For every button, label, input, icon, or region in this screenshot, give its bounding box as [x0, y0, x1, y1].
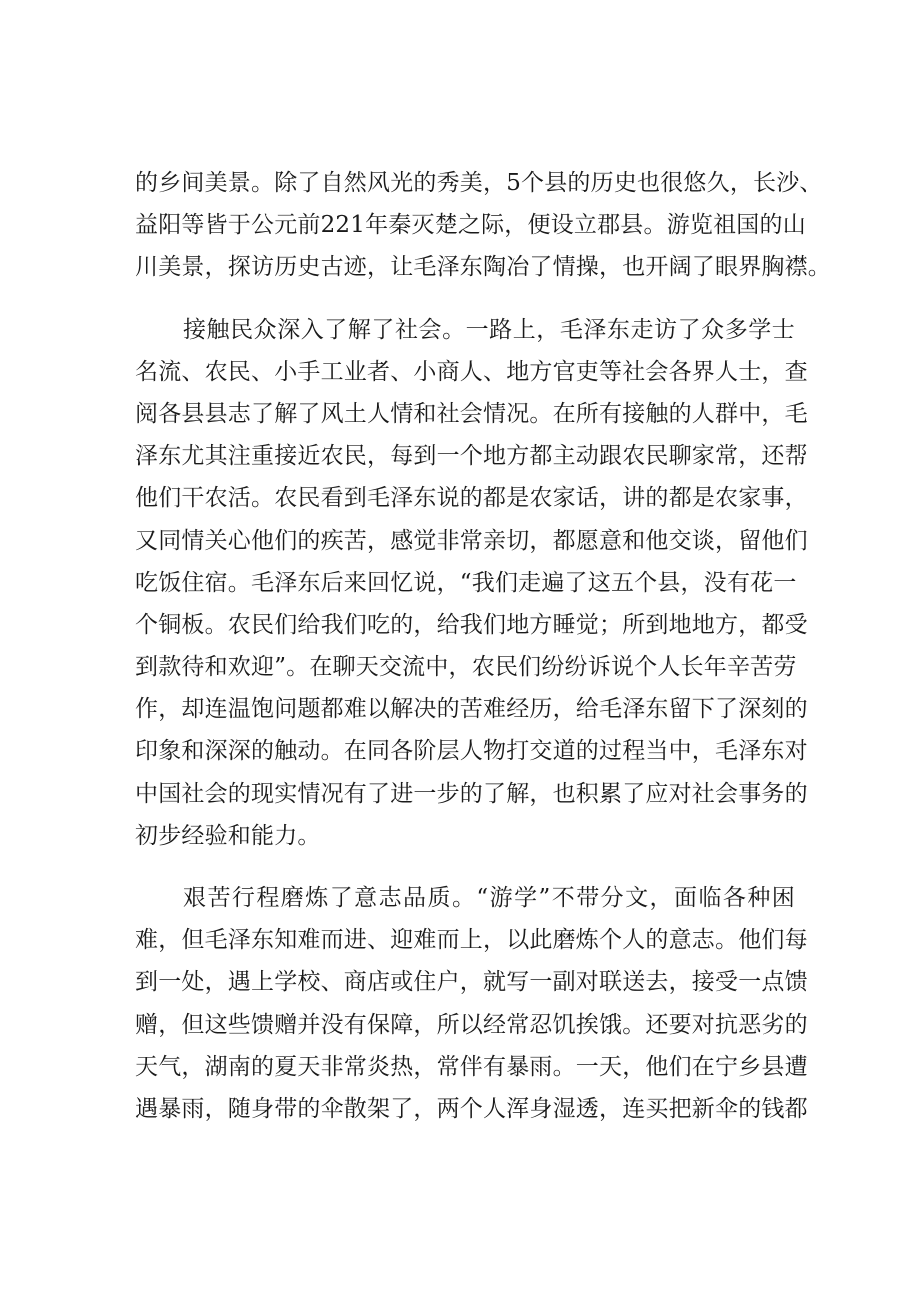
- text-line: 名流、农民、小手工业者、小商人、地方官吏等社会各界人士，查: [135, 358, 808, 385]
- text-line: 川美景，探访历史古迹，让毛泽东陶冶了情操，也开阔了眼界胸襟。: [135, 254, 831, 281]
- text-line: 益阳等皆于公元前221年秦灭楚之际，便设立郡县。游览祖国的山: [135, 212, 806, 239]
- text-line: 艰苦行程磨炼了意志品质。“游学”不带分文，面临各种困: [183, 885, 795, 911]
- text-line: 天气，湖南的夏天非常炎热，常伴有暴雨。一天，他们在宁乡县遭: [135, 1053, 808, 1080]
- text-line: 到一处，遇上学校、商店或住户，就写一副对联送去，接受一点馈: [135, 969, 808, 996]
- text-line: 遇暴雨，随身带的伞散架了，两个人浑身湿透，连买把新伞的钱都: [135, 1095, 808, 1122]
- paragraph-2: [135, 309, 808, 857]
- text-line: 中国社会的现实情况有了进一步的了解，也积累了应对社会事务的: [135, 780, 808, 807]
- text-line: 难，但毛泽东知难而进、迎难而上，以此磨炼个人的意志。他们每: [135, 927, 808, 954]
- text-line: 赠，但这些馈赠并没有保障，所以经常忍饥挨饿。还要对抗恶劣的: [135, 1011, 808, 1038]
- text-line: 个铜板。农民们给我们吃的，给我们地方睡觉；所到地地方，都受: [135, 611, 808, 638]
- text-line: 的乡间美景。除了自然风光的秀美，5个县的历史也很悠久，长沙、: [135, 170, 823, 196]
- text-line: 印象和深深的触动。在同各阶层人物打交道的过程当中，毛泽东对: [135, 738, 808, 765]
- text-line: 又同情关心他们的疾苦，感觉非常亲切，都愿意和他交谈，留他们: [135, 527, 808, 554]
- text-line: 到款待和欢迎”。在聊天交流中，农民们纷纷诉说个人长年辛苦劳: [135, 654, 797, 681]
- text-line: 作，却连温饱问题都难以解决的苦难经历，给毛泽东留下了深刻的: [135, 696, 808, 723]
- text-line: 阅各县县志了解了风土人情和社会情况。在所有接触的人群中，毛: [135, 400, 808, 427]
- text-line: 泽东尤其注重接近农民，每到一个地方都主动跟农民聊家常，还帮: [135, 443, 808, 470]
- text-line: 吃饭住宿。毛泽东后来回忆说，“我们走遍了这五个县，没有花一: [135, 569, 797, 596]
- paragraph-1: [135, 162, 831, 289]
- text-line: 初步经验和能力。: [135, 822, 321, 849]
- text-line: 接触民众深入了解了社会。一路上，毛泽东走访了众多学士: [183, 316, 795, 343]
- paragraph-3: [135, 877, 808, 1130]
- body-text: [135, 162, 831, 1130]
- text-line: 他们干农活。农民看到毛泽东说的都是农家话，讲的都是农家事，: [135, 485, 808, 512]
